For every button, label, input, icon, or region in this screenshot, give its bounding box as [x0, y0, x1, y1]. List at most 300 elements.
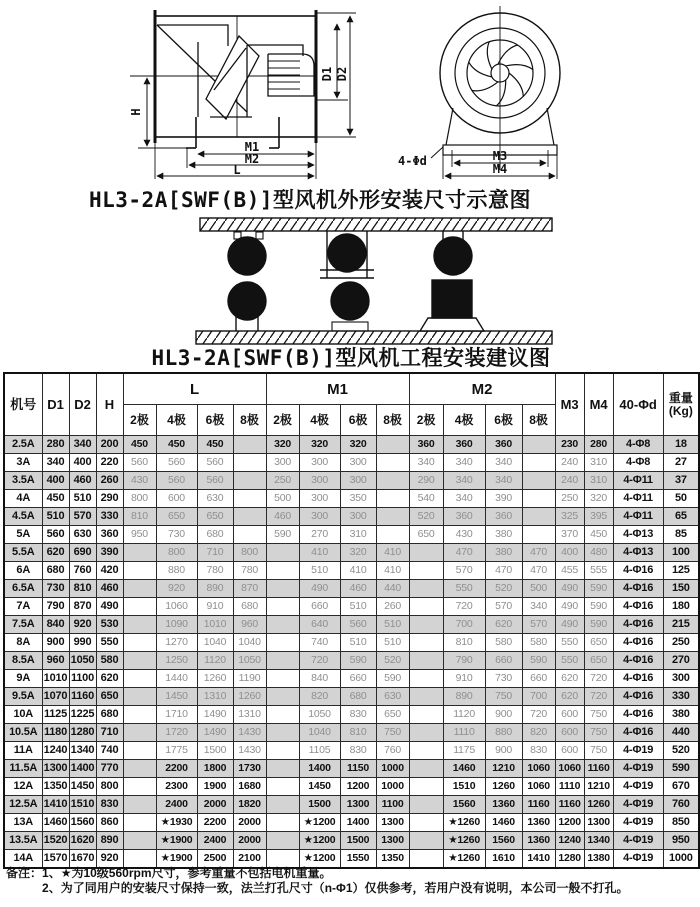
table-cell: [123, 778, 156, 796]
table-cell: 340: [485, 472, 522, 490]
table-cell: 660: [522, 670, 555, 688]
table-cell: 590: [266, 526, 299, 544]
table-cell: 8.5A: [4, 652, 42, 670]
table-cell: 455: [555, 562, 584, 580]
table-cell: 690: [69, 544, 96, 562]
table-cell: 830: [96, 796, 123, 814]
table-cell: 720: [584, 670, 613, 688]
table-cell: 510: [42, 508, 69, 526]
table-cell: 450: [42, 490, 69, 508]
table-cell: [376, 508, 409, 526]
pole-header: 4极: [299, 405, 340, 436]
table-cell: 450: [584, 526, 613, 544]
table-cell: 660: [340, 670, 376, 688]
table-cell: 800: [123, 490, 156, 508]
table-cell: 680: [340, 688, 376, 706]
table-cell: [123, 706, 156, 724]
table-cell: 720: [299, 652, 340, 670]
table-cell: 470: [522, 544, 555, 562]
table-cell: 1000: [376, 778, 409, 796]
table-row: [4, 562, 699, 580]
table-cell: [409, 742, 443, 760]
table-cell: 770: [96, 760, 123, 778]
table-cell: 9A: [4, 670, 42, 688]
table-cell: 890: [96, 832, 123, 850]
dim-label-d2: D2: [335, 66, 349, 82]
table-cell: [522, 508, 555, 526]
table-cell: 290: [96, 490, 123, 508]
table-cell: 340: [522, 598, 555, 616]
table-cell: 1260: [197, 670, 233, 688]
table-cell: 830: [340, 742, 376, 760]
table-cell: 300: [663, 670, 699, 688]
table-cell: 620: [485, 616, 522, 634]
table-cell: 560: [156, 472, 197, 490]
table-cell: 1175: [443, 742, 485, 760]
table-cell: [266, 616, 299, 634]
table-cell: 1710: [156, 706, 197, 724]
col-header-bolt: 40-Φd: [613, 373, 663, 436]
table-cell: 555: [584, 562, 613, 580]
table-cell: 740: [96, 742, 123, 760]
table-cell: 510: [376, 616, 409, 634]
table-cell: 1430: [233, 724, 266, 742]
pole-header: 8极: [376, 405, 409, 436]
col-header-m4: M4: [584, 373, 613, 436]
table-cell: 1210: [584, 778, 613, 796]
table-cell: [522, 454, 555, 472]
table-cell: 410: [299, 544, 340, 562]
table-cell: 910: [197, 598, 233, 616]
table-cell: 1620: [69, 832, 96, 850]
table-cell: 590: [340, 652, 376, 670]
table-cell: 410: [340, 562, 376, 580]
pole-header: 6极: [197, 405, 233, 436]
table-cell: 790: [42, 598, 69, 616]
pole-header: 8极: [233, 405, 266, 436]
table-row: [4, 616, 699, 634]
table-cell: 750: [584, 724, 613, 742]
table-cell: [409, 598, 443, 616]
table-cell: 720: [443, 598, 485, 616]
table-cell: 780: [233, 562, 266, 580]
table-cell: 620: [555, 670, 584, 688]
table-cell: 960: [233, 616, 266, 634]
table-cell: 710: [96, 724, 123, 742]
table-cell: 340: [69, 436, 96, 454]
table-cell: 780: [197, 562, 233, 580]
table-cell: 1120: [443, 706, 485, 724]
table-cell: 880: [156, 562, 197, 580]
table-cell: 540: [409, 490, 443, 508]
table-cell: 1280: [555, 850, 584, 868]
table-cell: 1550: [340, 850, 376, 868]
table-cell: 800: [233, 544, 266, 562]
table-row: [4, 472, 699, 490]
table-cell: 1560: [485, 832, 522, 850]
table-cell: [409, 652, 443, 670]
table-cell: 1520: [42, 832, 69, 850]
table-cell: [123, 598, 156, 616]
table-cell: 590: [376, 670, 409, 688]
table-row: [4, 598, 699, 616]
table-cell: 360: [443, 436, 485, 454]
table-cell: 1450: [299, 778, 340, 796]
table-cell: [266, 706, 299, 724]
table-row: [4, 688, 699, 706]
table-cell: [123, 850, 156, 868]
table-cell: 1460: [443, 760, 485, 778]
table-cell: 520: [409, 508, 443, 526]
table-cell: [409, 706, 443, 724]
table-cell: 460: [69, 472, 96, 490]
table-header: [4, 373, 699, 436]
table-cell: 395: [584, 508, 613, 526]
table-cell: 870: [233, 580, 266, 598]
table-cell: 430: [123, 472, 156, 490]
dim-label-h: H: [129, 108, 143, 116]
table-cell: ★1260: [443, 814, 485, 832]
dimension-table: [3, 372, 700, 869]
col-header-d1: D1: [42, 373, 69, 436]
table-cell: 1510: [443, 778, 485, 796]
table-cell: 1010: [42, 670, 69, 688]
table-cell: 325: [555, 508, 584, 526]
table-cell: 1360: [522, 832, 555, 850]
table-cell: [123, 724, 156, 742]
table-cell: 1430: [233, 742, 266, 760]
table-cell: 8A: [4, 634, 42, 652]
table-cell: 1300: [376, 832, 409, 850]
table-cell: [123, 670, 156, 688]
table-cell: 1300: [340, 796, 376, 814]
table-cell: 1120: [197, 652, 233, 670]
table-cell: 1250: [156, 652, 197, 670]
table-cell: 490: [555, 598, 584, 616]
table-cell: 2400: [197, 832, 233, 850]
table-cell: 1400: [340, 814, 376, 832]
table-row: [4, 778, 699, 796]
table-cell: 12.5A: [4, 796, 42, 814]
table-cell: 450: [197, 436, 233, 454]
table-cell: 490: [299, 580, 340, 598]
table-cell: 250: [663, 634, 699, 652]
table-cell: 1150: [340, 760, 376, 778]
table-cell: 440: [663, 724, 699, 742]
table-cell: [409, 634, 443, 652]
table-cell: 290: [409, 472, 443, 490]
table-cell: 320: [340, 544, 376, 562]
table-cell: 620: [42, 544, 69, 562]
pole-header: 4极: [443, 405, 485, 436]
table-cell: 1160: [522, 796, 555, 814]
table-cell: 1730: [233, 760, 266, 778]
table-row: [4, 454, 699, 472]
table-cell: 1160: [584, 760, 613, 778]
table-cell: 600: [555, 742, 584, 760]
table-cell: 1680: [233, 778, 266, 796]
table-cell: 260: [96, 472, 123, 490]
table-cell: 410: [376, 562, 409, 580]
table-row: [4, 436, 699, 454]
table-cell: 12A: [4, 778, 42, 796]
table-cell: 730: [42, 580, 69, 598]
table-cell: 2200: [156, 760, 197, 778]
table-cell: 10A: [4, 706, 42, 724]
table-cell: 320: [584, 490, 613, 508]
table-cell: 590: [663, 760, 699, 778]
table-cell: 250: [555, 490, 584, 508]
col-group-l: L: [123, 373, 266, 405]
table-cell: 870: [69, 598, 96, 616]
table-cell: 1070: [42, 688, 69, 706]
table-cell: [123, 562, 156, 580]
table-cell: 500: [266, 490, 299, 508]
table-cell: 18: [663, 436, 699, 454]
table-cell: 1300: [376, 814, 409, 832]
table-cell: [522, 472, 555, 490]
table-cell: 270: [663, 652, 699, 670]
table-row: [4, 814, 699, 832]
table-cell: 990: [69, 634, 96, 652]
table-cell: 4-Φ16: [613, 706, 663, 724]
table-cell: ★1200: [299, 814, 340, 832]
table-cell: [266, 724, 299, 742]
table-cell: 1125: [42, 706, 69, 724]
table-row: [4, 490, 699, 508]
table-cell: 760: [69, 562, 96, 580]
fan-front-view-diagram: [398, 6, 560, 179]
table-cell: 340: [443, 454, 485, 472]
table-cell: 570: [485, 598, 522, 616]
side-view-title: HL3-2A[SWF(B)]型风机外形安装尺寸示意图: [88, 188, 531, 212]
table-row: [4, 526, 699, 544]
table-cell: [266, 580, 299, 598]
table-cell: [266, 688, 299, 706]
table-cell: 840: [299, 670, 340, 688]
table-cell: 790: [443, 652, 485, 670]
table-cell: 1360: [485, 796, 522, 814]
table-cell: 1450: [69, 778, 96, 796]
table-cell: [266, 832, 299, 850]
table-cell: 440: [376, 580, 409, 598]
col-header-model: 机号: [4, 373, 42, 436]
table-row: [4, 742, 699, 760]
table-cell: 1300: [42, 760, 69, 778]
table-cell: 410: [376, 544, 409, 562]
table-cell: 300: [299, 508, 340, 526]
table-cell: 310: [584, 454, 613, 472]
table-cell: 810: [123, 508, 156, 526]
table-cell: 520: [376, 652, 409, 670]
table-cell: 560: [123, 454, 156, 472]
table-cell: 650: [96, 688, 123, 706]
table-cell: 4-Φ16: [613, 580, 663, 598]
table-cell: [522, 490, 555, 508]
fan-side-view-diagram: [129, 10, 356, 179]
table-cell: 510: [340, 598, 376, 616]
table-cell: 1090: [156, 616, 197, 634]
col-group-m2: M2: [409, 373, 555, 405]
table-cell: 310: [340, 526, 376, 544]
table-cell: 890: [443, 688, 485, 706]
table-cell: 1060: [522, 778, 555, 796]
table-cell: 1360: [522, 814, 555, 832]
table-cell: 550: [555, 634, 584, 652]
table-cell: 650: [409, 526, 443, 544]
table-cell: 7A: [4, 598, 42, 616]
table-cell: 680: [197, 526, 233, 544]
table-cell: 450: [123, 436, 156, 454]
dim-label-m1: M1: [244, 140, 260, 154]
table-cell: 380: [485, 544, 522, 562]
col-header-h: H: [96, 373, 123, 436]
table-cell: 800: [96, 778, 123, 796]
table-cell: 1350: [376, 850, 409, 868]
table-cell: 660: [299, 598, 340, 616]
table-cell: [266, 850, 299, 868]
table-cell: 630: [69, 526, 96, 544]
table-cell: 1775: [156, 742, 197, 760]
table-cell: 620: [555, 688, 584, 706]
table-cell: 1610: [485, 850, 522, 868]
table-cell: 1000: [376, 760, 409, 778]
table-cell: 4-Φ13: [613, 526, 663, 544]
table-cell: 37: [663, 472, 699, 490]
table-cell: [123, 580, 156, 598]
table-cell: 340: [443, 472, 485, 490]
table-cell: 360: [485, 508, 522, 526]
table-cell: 950: [123, 526, 156, 544]
table-cell: 1210: [485, 760, 522, 778]
table-cell: 1300: [584, 814, 613, 832]
table-cell: 1490: [197, 724, 233, 742]
table-cell: 650: [156, 508, 197, 526]
table-cell: 330: [663, 688, 699, 706]
table-cell: 1460: [485, 814, 522, 832]
table-cell: [123, 796, 156, 814]
table-cell: [409, 544, 443, 562]
col-group-m1: M1: [266, 373, 409, 405]
weight-label-line1: 重量: [668, 390, 693, 405]
table-cell: 1820: [233, 796, 266, 814]
table-cell: 360: [485, 436, 522, 454]
table-cell: 1570: [42, 850, 69, 868]
table-cell: 65: [663, 508, 699, 526]
table-cell: 340: [42, 454, 69, 472]
table-cell: 900: [42, 634, 69, 652]
table-cell: 680: [42, 562, 69, 580]
table-cell: 470: [485, 562, 522, 580]
table-cell: [123, 634, 156, 652]
table-cell: 920: [156, 580, 197, 598]
table-cell: 370: [555, 526, 584, 544]
table-cell: 2100: [233, 850, 266, 868]
table-cell: [123, 688, 156, 706]
table-cell: 2000: [233, 814, 266, 832]
table-cell: 1310: [233, 706, 266, 724]
table-cell: 1380: [584, 850, 613, 868]
table-cell: 570: [443, 562, 485, 580]
table-cell: 215: [663, 616, 699, 634]
table-cell: 4-Φ16: [613, 670, 663, 688]
table-cell: 700: [522, 688, 555, 706]
table-cell: 760: [663, 796, 699, 814]
table-cell: 830: [522, 742, 555, 760]
table-cell: 580: [485, 634, 522, 652]
table-cell: 3.5A: [4, 472, 42, 490]
table-cell: 1310: [197, 688, 233, 706]
table-cell: 820: [522, 724, 555, 742]
pole-header: 6极: [340, 405, 376, 436]
table-cell: [266, 634, 299, 652]
table-cell: 1040: [299, 724, 340, 742]
table-cell: [123, 652, 156, 670]
table-cell: 670: [663, 778, 699, 796]
table-cell: 300: [299, 454, 340, 472]
table-cell: 320: [299, 436, 340, 454]
table-cell: 4A: [4, 490, 42, 508]
table-cell: 2000: [233, 832, 266, 850]
table-cell: [123, 814, 156, 832]
table-cell: [266, 544, 299, 562]
table-cell: 4-Φ8: [613, 436, 663, 454]
table-cell: 300: [340, 472, 376, 490]
table-cell: 6.5A: [4, 580, 42, 598]
table-cell: 810: [340, 724, 376, 742]
table-cell: ★1200: [299, 850, 340, 868]
table-cell: ★1260: [443, 850, 485, 868]
table-cell: 1010: [197, 616, 233, 634]
table-cell: 1100: [69, 670, 96, 688]
table-cell: 460: [266, 508, 299, 526]
table-cell: 400: [555, 544, 584, 562]
table-cell: 380: [663, 706, 699, 724]
table-cell: 560: [340, 616, 376, 634]
table-cell: [409, 670, 443, 688]
table-cell: 1060: [156, 598, 197, 616]
table-cell: 5A: [4, 526, 42, 544]
table-cell: 4-Φ11: [613, 490, 663, 508]
table-cell: 2000: [197, 796, 233, 814]
table-cell: [376, 472, 409, 490]
col-header-d2: D2: [69, 373, 96, 436]
table-cell: [409, 796, 443, 814]
table-cell: 4-Φ16: [613, 598, 663, 616]
table-cell: 1340: [584, 832, 613, 850]
table-cell: 330: [96, 508, 123, 526]
table-cell: 6A: [4, 562, 42, 580]
table-cell: 810: [443, 634, 485, 652]
table-cell: 280: [584, 436, 613, 454]
table-cell: 1510: [69, 796, 96, 814]
table-cell: [266, 562, 299, 580]
table-cell: 13.5A: [4, 832, 42, 850]
footnotes: [6, 866, 698, 896]
pole-header: 6极: [485, 405, 522, 436]
table-cell: [409, 580, 443, 598]
table-cell: 1060: [555, 760, 584, 778]
table-cell: 1260: [584, 796, 613, 814]
table-cell: [266, 742, 299, 760]
table-row: [4, 580, 699, 598]
table-cell: 630: [376, 688, 409, 706]
table-cell: 1200: [555, 814, 584, 832]
table-cell: [123, 742, 156, 760]
table-cell: 710: [197, 544, 233, 562]
table-cell: 1110: [555, 778, 584, 796]
table-cell: 1270: [156, 634, 197, 652]
